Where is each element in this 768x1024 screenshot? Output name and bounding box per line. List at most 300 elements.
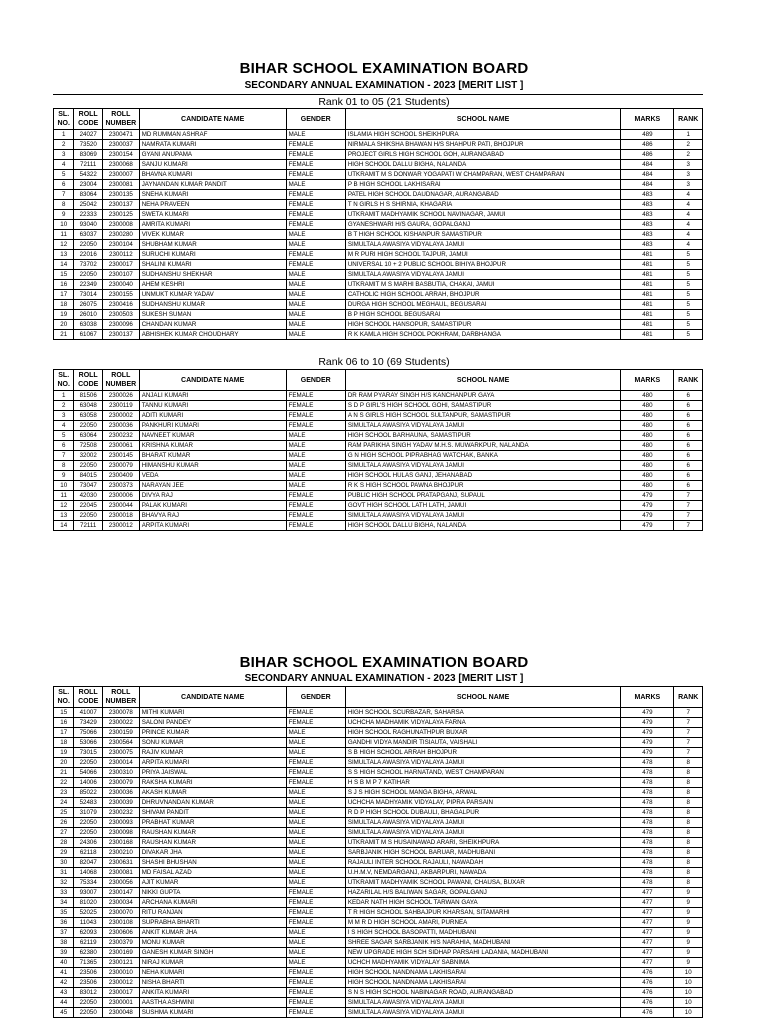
- gender-cell: FEMALE: [286, 998, 345, 1008]
- roll-number-cell: 2300079: [102, 461, 139, 471]
- table-row: [54, 988, 703, 998]
- school-name-cell: HIGH SCHOOL DALLU BIGHA, NALANDA: [345, 160, 621, 170]
- roll-code-cell: 23506: [74, 978, 103, 988]
- marks-cell: 479: [621, 718, 674, 728]
- gender-cell: MALE: [286, 300, 345, 310]
- school-name-cell: SIMULTALA AWASIYA VIDYALAYA JAMUI: [345, 998, 621, 1008]
- sl-cell: 10: [54, 481, 74, 491]
- sl-header: [54, 687, 74, 708]
- sl-cell: 35: [54, 908, 74, 918]
- gender-cell: MALE: [286, 180, 345, 190]
- roll-number-cell: 2300416: [102, 300, 139, 310]
- sl-cell: 43: [54, 988, 74, 998]
- table-row: [54, 300, 703, 310]
- roll-number-cell: 2300026: [102, 391, 139, 401]
- marks-cell: 480: [621, 391, 674, 401]
- roll-number-cell: 2300631: [102, 858, 139, 868]
- school-name-cell: T R HIGH SCHOOL SAHBAJPUR KHARSAN, SITAMARHI: [345, 908, 621, 918]
- sl-cell: 18: [54, 300, 74, 310]
- school-name-cell: B P HIGH SCHOOL BEGUSARAI: [345, 310, 621, 320]
- header-row: [54, 687, 703, 708]
- school-name-cell: UTKRAMIT MADHYAMIK SCHOOL NAVINAGAR, JAMUI: [345, 210, 621, 220]
- sl-cell: 21: [54, 330, 74, 340]
- candidate-name-cell: SHUBHAM KUMAR: [139, 240, 286, 250]
- marks-cell: 479: [621, 728, 674, 738]
- table-row: [54, 491, 703, 501]
- marks-cell: 477: [621, 948, 674, 958]
- school-name-header-label: SCHOOL NAME: [456, 693, 510, 701]
- rank-cell: 4: [674, 240, 703, 250]
- table-row: [54, 310, 703, 320]
- roll-code-cell: 73702: [74, 260, 103, 270]
- roll-number-cell: 2300135: [102, 190, 139, 200]
- marks-cell: 478: [621, 858, 674, 868]
- roll-code-cell: 22349: [74, 280, 103, 290]
- school-name-cell: I S HIGH SCHOOL BASOPATTI, MADHUBANI: [345, 928, 621, 938]
- sl-cell: 8: [54, 200, 74, 210]
- rank-cell: 1: [674, 130, 703, 140]
- gender-cell: MALE: [286, 240, 345, 250]
- rank-cell: 5: [674, 300, 703, 310]
- school-name-cell: M M R D HIGH SCHOOL AMARI, PURNEA: [345, 918, 621, 928]
- marks-cell: 479: [621, 748, 674, 758]
- school-name-cell: UCHCHA MADHYAMIK VIDYALAY, PIPRA PARSAIN: [345, 798, 621, 808]
- school-name-header: [345, 687, 621, 708]
- gender-cell: FEMALE: [286, 260, 345, 270]
- table-row: [54, 230, 703, 240]
- table-row: [54, 758, 703, 768]
- school-name-cell: HAZARILAL H/S BALIWAN SAGAR, GOPALGANJ: [345, 888, 621, 898]
- table-row: [54, 1008, 703, 1018]
- rank-cell: 8: [674, 818, 703, 828]
- roll-number-cell: 2300061: [102, 441, 139, 451]
- roll-number-cell: 2300564: [102, 738, 139, 748]
- roll-number-cell: 2300232: [102, 431, 139, 441]
- marks-cell: 477: [621, 888, 674, 898]
- candidate-name-cell: NAMRATA KUMARI: [139, 140, 286, 150]
- gender-cell: MALE: [286, 838, 345, 848]
- marks-cell: 478: [621, 818, 674, 828]
- board-title-2: BIHAR SCHOOL EXAMINATION BOARD: [239, 654, 529, 671]
- rank-cell: 6: [674, 391, 703, 401]
- header-row: [54, 370, 703, 391]
- candidate-name-cell: SONU KUMAR: [139, 738, 286, 748]
- table-row: [54, 798, 703, 808]
- marks-cell: 483: [621, 220, 674, 230]
- table-row: [54, 968, 703, 978]
- rank-cell: 8: [674, 798, 703, 808]
- roll-number-cell: 2300078: [102, 708, 139, 718]
- table-row: [54, 908, 703, 918]
- sl-cell: 4: [54, 160, 74, 170]
- rank-cell: 6: [674, 431, 703, 441]
- school-name-cell: B T HIGH SCHOOL KISHANPUR SAMASTIPUR: [345, 230, 621, 240]
- rank-cell: 4: [674, 200, 703, 210]
- marks-cell: 481: [621, 260, 674, 270]
- candidate-name-cell: NIKKI GUPTA: [139, 888, 286, 898]
- roll-number-cell: 2300007: [102, 170, 139, 180]
- candidate-name-cell: RAJIV KUMAR: [139, 748, 286, 758]
- roll-number-cell: 2300169: [102, 948, 139, 958]
- gender-cell: FEMALE: [286, 718, 345, 728]
- school-name-cell: G N HIGH SCHOOL PIPRABHAG WATCHAK, BANKA: [345, 451, 621, 461]
- gender-cell: MALE: [286, 270, 345, 280]
- candidate-name-cell: SUKESH SUMAN: [139, 310, 286, 320]
- gender-header-label: GENDER: [300, 376, 331, 384]
- roll-code-cell: 73520: [74, 140, 103, 150]
- gender-cell: FEMALE: [286, 898, 345, 908]
- table-row: [54, 511, 703, 521]
- roll-number-cell: 2300012: [102, 521, 139, 531]
- gender-cell: FEMALE: [286, 421, 345, 431]
- gender-cell: MALE: [286, 868, 345, 878]
- roll-number-cell: 2300107: [102, 270, 139, 280]
- sl-cell: 2: [54, 140, 74, 150]
- school-name-cell: DR RAM PYARAY SINGH H/S KANCHANPUR GAYA: [345, 391, 621, 401]
- table-row: [54, 708, 703, 718]
- table-row: [54, 471, 703, 481]
- roll-code-header-line: ROLL: [78, 372, 98, 379]
- gender-cell: FEMALE: [286, 708, 345, 718]
- roll-code-cell: 75066: [74, 728, 103, 738]
- marks-cell: 489: [621, 130, 674, 140]
- roll-number-header-line: ROLL: [111, 372, 131, 379]
- school-name-cell: R K S HIGH SCHOOL PAWNA BHOJPUR: [345, 481, 621, 491]
- marks-cell: 477: [621, 908, 674, 918]
- table-row: [54, 220, 703, 230]
- gender-cell: FEMALE: [286, 140, 345, 150]
- roll-number-cell: 2300017: [102, 260, 139, 270]
- gender-cell: MALE: [286, 481, 345, 491]
- candidate-name-cell: SALONI PANDEY: [139, 718, 286, 728]
- school-name-cell: UTKRAMIT M S MARHI BASBUTIA, CHAKAI, JAMUI: [345, 280, 621, 290]
- marks-cell: 478: [621, 808, 674, 818]
- rank-cell: 7: [674, 521, 703, 531]
- sl-header-line: SL.: [58, 689, 70, 696]
- candidate-name-cell: RAKSHA KUMARI: [139, 778, 286, 788]
- rank-cell: 3: [674, 170, 703, 180]
- roll-code-cell: 62119: [74, 938, 103, 948]
- sl-cell: 14: [54, 260, 74, 270]
- roll-code-header: [74, 109, 103, 130]
- roll-number-cell: 2300409: [102, 471, 139, 481]
- school-name-cell: P B HIGH SCHOOL LAKHISARAI: [345, 180, 621, 190]
- roll-number-cell: 2300280: [102, 230, 139, 240]
- roll-code-cell: 26075: [74, 300, 103, 310]
- table-row: [54, 828, 703, 838]
- gender-cell: MALE: [286, 958, 345, 968]
- school-name-cell: NIRMALA SHIKSHA BHAWAN H/S SHAHPUR PATI, BHOJPUR: [345, 140, 621, 150]
- school-name-header: [345, 370, 621, 391]
- candidate-name-cell: DHRUVNANDAN KUMAR: [139, 798, 286, 808]
- roll-number-cell: 2300006: [102, 491, 139, 501]
- candidate-name-cell: ARPITA KUMARI: [139, 758, 286, 768]
- sl-cell: 15: [54, 270, 74, 280]
- marks-cell: 478: [621, 768, 674, 778]
- roll-code-cell: 14006: [74, 778, 103, 788]
- table-row: [54, 170, 703, 180]
- sl-cell: 6: [54, 180, 74, 190]
- roll-number-cell: 2300040: [102, 280, 139, 290]
- candidate-name-header-label: CANDIDATE NAME: [181, 693, 245, 701]
- rank-cell: 9: [674, 948, 703, 958]
- gender-cell: FEMALE: [286, 888, 345, 898]
- candidate-name-cell: JAYNANDAN KUMAR PANDIT: [139, 180, 286, 190]
- table-row: [54, 918, 703, 928]
- table-row: [54, 130, 703, 140]
- school-name-cell: T N GIRLS H S SHIRNIA, KHAGARIA: [345, 200, 621, 210]
- school-name-cell: HIGH SCHOOL HANSOPUR, SAMASTIPUR: [345, 320, 621, 330]
- marks-cell: 481: [621, 330, 674, 340]
- marks-cell: 480: [621, 441, 674, 451]
- roll-code-cell: 52025: [74, 908, 103, 918]
- school-name-cell: GANDHI VIDYA MANDIR TISIAUTA, VAISHALI: [345, 738, 621, 748]
- roll-number-cell: 2300008: [102, 220, 139, 230]
- roll-number-header: [102, 370, 139, 391]
- marks-cell: 481: [621, 320, 674, 330]
- gender-cell: FEMALE: [286, 391, 345, 401]
- roll-number-cell: 2300471: [102, 130, 139, 140]
- roll-code-header-line: CODE: [78, 120, 99, 127]
- roll-number-cell: 2300081: [102, 180, 139, 190]
- marks-cell: 484: [621, 180, 674, 190]
- rank-cell: 8: [674, 868, 703, 878]
- table-row: [54, 978, 703, 988]
- roll-code-cell: 23506: [74, 968, 103, 978]
- candidate-name-cell: AKASH KUMAR: [139, 788, 286, 798]
- marks-cell: 480: [621, 461, 674, 471]
- roll-code-cell: 24027: [74, 130, 103, 140]
- sl-cell: 21: [54, 768, 74, 778]
- school-name-header-label: SCHOOL NAME: [456, 376, 510, 384]
- rank-cell: 6: [674, 401, 703, 411]
- rank-cell: 3: [674, 180, 703, 190]
- rank-cell: 9: [674, 888, 703, 898]
- candidate-name-cell: VIVEK KUMAR: [139, 230, 286, 240]
- marks-header: [621, 687, 674, 708]
- rank-cell: 8: [674, 858, 703, 868]
- rank-cell: 8: [674, 848, 703, 858]
- roll-code-cell: 83064: [74, 190, 103, 200]
- gender-cell: MALE: [286, 310, 345, 320]
- roll-code-cell: 22050: [74, 421, 103, 431]
- candidate-name-cell: AHEM KESHRI: [139, 280, 286, 290]
- roll-code-cell: 93007: [74, 888, 103, 898]
- rank-cell: 8: [674, 808, 703, 818]
- roll-number-header: [102, 687, 139, 708]
- roll-number-cell: 2300112: [102, 250, 139, 260]
- candidate-name-cell: ANKIT KUMAR JHA: [139, 928, 286, 938]
- school-name-cell: U.H.M.V, NEMDARGANJ, AKBARPURI, NAWADA: [345, 868, 621, 878]
- roll-number-cell: 2300137: [102, 330, 139, 340]
- rank-cell: 6: [674, 421, 703, 431]
- school-name-cell: NEW UPGRADE HIGH SCH SIDHAP PARSAHI LADANIA, MADHUBANI: [345, 948, 621, 958]
- candidate-name-cell: DIVYA RAJ: [139, 491, 286, 501]
- roll-code-cell: 14068: [74, 868, 103, 878]
- roll-number-cell: 2300379: [102, 938, 139, 948]
- candidate-name-cell: NEHA KUMARI: [139, 968, 286, 978]
- sl-cell: 41: [54, 968, 74, 978]
- candidate-name-cell: MITHI KUMARI: [139, 708, 286, 718]
- gender-cell: FEMALE: [286, 988, 345, 998]
- merit-table-1: [53, 108, 703, 340]
- school-name-cell: GYANESHWARI H/S GAURA, GOPALGANJ: [345, 220, 621, 230]
- exam-title-1: SECONDARY ANNUAL EXAMINATION - 2023 [MERIT LIST ]: [244, 80, 524, 91]
- table-row: [54, 411, 703, 421]
- marks-cell: 481: [621, 250, 674, 260]
- candidate-name-cell: SANJU KUMARI: [139, 160, 286, 170]
- gender-header: [286, 687, 345, 708]
- marks-cell: 483: [621, 190, 674, 200]
- gender-cell: MALE: [286, 848, 345, 858]
- candidate-name-cell: GANESH KUMAR SINGH: [139, 948, 286, 958]
- roll-code-header: [74, 687, 103, 708]
- gender-cell: MALE: [286, 290, 345, 300]
- sl-cell: 11: [54, 491, 74, 501]
- roll-code-cell: 63037: [74, 230, 103, 240]
- marks-cell: 476: [621, 998, 674, 1008]
- candidate-name-cell: BHAVNA KUMARI: [139, 170, 286, 180]
- roll-number-cell: 2300168: [102, 838, 139, 848]
- school-name-cell: PUBLIC HIGH SCHOOL PRATAPGANJ, SUPAUL: [345, 491, 621, 501]
- roll-number-cell: 2300119: [102, 401, 139, 411]
- sl-cell: 42: [54, 978, 74, 988]
- gender-cell: MALE: [286, 441, 345, 451]
- gender-cell: FEMALE: [286, 968, 345, 978]
- school-name-cell: GOVT HIGH SCHOOL LATH LATH, JAMUI: [345, 501, 621, 511]
- marks-cell: 480: [621, 481, 674, 491]
- roll-number-header: [102, 109, 139, 130]
- candidate-name-cell: NEHA PRAVEEN: [139, 200, 286, 210]
- roll-number-cell: 2300081: [102, 868, 139, 878]
- school-name-cell: SIMULTALA AWASIYA VIDYALAYA JAMUI: [345, 270, 621, 280]
- table-row: [54, 150, 703, 160]
- candidate-name-cell: SUSHMA KUMARI: [139, 1008, 286, 1018]
- school-name-cell: S B HIGH SCHOOL ARRAH BHOJPUR: [345, 748, 621, 758]
- roll-code-header-line: CODE: [78, 381, 99, 388]
- gender-cell: FEMALE: [286, 250, 345, 260]
- candidate-name-cell: NARAYAN JEE: [139, 481, 286, 491]
- school-name-cell: S J S HIGH SCHOOL MANGA BIGHA, ARWAL: [345, 788, 621, 798]
- table-row: [54, 808, 703, 818]
- gender-cell: FEMALE: [286, 1008, 345, 1018]
- roll-code-cell: 83012: [74, 988, 103, 998]
- table-row: [54, 718, 703, 728]
- candidate-name-cell: SWETA KUMARI: [139, 210, 286, 220]
- roll-number-header-line: NUMBER: [105, 698, 137, 705]
- roll-number-cell: 2300018: [102, 511, 139, 521]
- roll-number-cell: 2300010: [102, 968, 139, 978]
- rank-cell: 7: [674, 718, 703, 728]
- school-name-cell: UCHCH MADHYAMIK VIDYALAY SABNIMA: [345, 958, 621, 968]
- candidate-name-cell: AMRITA KUMARI: [139, 220, 286, 230]
- roll-code-cell: 22045: [74, 501, 103, 511]
- marks-cell: 481: [621, 310, 674, 320]
- gender-cell: MALE: [286, 928, 345, 938]
- candidate-name-cell: SHASHI BHUSHAN: [139, 858, 286, 868]
- rank-cell: 7: [674, 501, 703, 511]
- school-name-cell: HIGH SCHOOL NANDNAMA LAKHISARAI: [345, 978, 621, 988]
- marks-cell: 483: [621, 210, 674, 220]
- rank-cell: 8: [674, 778, 703, 788]
- roll-number-cell: 2300154: [102, 150, 139, 160]
- marks-cell: 480: [621, 451, 674, 461]
- school-name-cell: HIGH SCHOOL HULAS GANJ, JEHANABAD: [345, 471, 621, 481]
- candidate-name-header: [139, 109, 286, 130]
- rank-cell: 6: [674, 451, 703, 461]
- sl-cell: 6: [54, 441, 74, 451]
- marks-cell: 480: [621, 411, 674, 421]
- gender-cell: MALE: [286, 828, 345, 838]
- rank-cell: 6: [674, 481, 703, 491]
- sl-cell: 7: [54, 451, 74, 461]
- roll-number-cell: 2300606: [102, 928, 139, 938]
- rank-cell: 3: [674, 160, 703, 170]
- marks-cell: 480: [621, 471, 674, 481]
- marks-cell: 478: [621, 878, 674, 888]
- sl-cell: 29: [54, 848, 74, 858]
- roll-number-cell: 2300002: [102, 411, 139, 421]
- sl-cell: 4: [54, 421, 74, 431]
- sl-cell: 12: [54, 240, 74, 250]
- rank-cell: 8: [674, 758, 703, 768]
- table-row: [54, 200, 703, 210]
- marks-cell: 478: [621, 778, 674, 788]
- candidate-name-cell: KRISHNA KUMAR: [139, 441, 286, 451]
- rank-cell: 7: [674, 491, 703, 501]
- school-name-cell: M R PURI HIGH SCHOOL TAJPUR, JAMUI: [345, 250, 621, 260]
- gender-cell: FEMALE: [286, 411, 345, 421]
- candidate-name-header: [139, 370, 286, 391]
- school-name-cell: UNIVERSAL 10 + 2 PUBLIC SCHOOL BIHIYA BHOJPUR: [345, 260, 621, 270]
- marks-cell: 479: [621, 491, 674, 501]
- table-row: [54, 748, 703, 758]
- sl-cell: 1: [54, 130, 74, 140]
- table-row: [54, 431, 703, 441]
- candidate-name-cell: SHALINI KUMARI: [139, 260, 286, 270]
- roll-code-cell: 93040: [74, 220, 103, 230]
- rank-cell: 6: [674, 441, 703, 451]
- gender-header: [286, 370, 345, 391]
- gender-cell: MALE: [286, 431, 345, 441]
- marks-cell: 486: [621, 140, 674, 150]
- roll-code-cell: 62093: [74, 928, 103, 938]
- candidate-name-cell: SUDHANSHU KUMAR: [139, 300, 286, 310]
- roll-number-cell: 2300210: [102, 848, 139, 858]
- roll-number-cell: 2300503: [102, 310, 139, 320]
- roll-code-cell: 52483: [74, 798, 103, 808]
- marks-cell: 480: [621, 431, 674, 441]
- exam-title-2: SECONDARY ANNUAL EXAMINATION - 2023 [MERIT LIST ]: [244, 673, 524, 684]
- rank-cell: 10: [674, 998, 703, 1008]
- candidate-name-cell: NISHA BHARTI: [139, 978, 286, 988]
- school-name-cell: UTKRAMIT M S HUSAINAWAD ARARI, SHEIKHPURA: [345, 838, 621, 848]
- sl-cell: 31: [54, 868, 74, 878]
- sl-cell: 9: [54, 210, 74, 220]
- school-name-cell: S D P GIRL'S HIGH SCHOOL GOHI, SAMASTIPUR: [345, 401, 621, 411]
- marks-cell: 481: [621, 280, 674, 290]
- roll-code-cell: 22050: [74, 270, 103, 280]
- marks-cell: 480: [621, 421, 674, 431]
- roll-code-cell: 32002: [74, 451, 103, 461]
- roll-code-cell: 63038: [74, 320, 103, 330]
- roll-number-cell: 2300070: [102, 908, 139, 918]
- candidate-name-cell: BHAVYA RAJ: [139, 511, 286, 521]
- rank-cell: 2: [674, 150, 703, 160]
- sl-header-line: NO.: [57, 120, 70, 127]
- roll-code-cell: 22050: [74, 240, 103, 250]
- sl-cell: 13: [54, 250, 74, 260]
